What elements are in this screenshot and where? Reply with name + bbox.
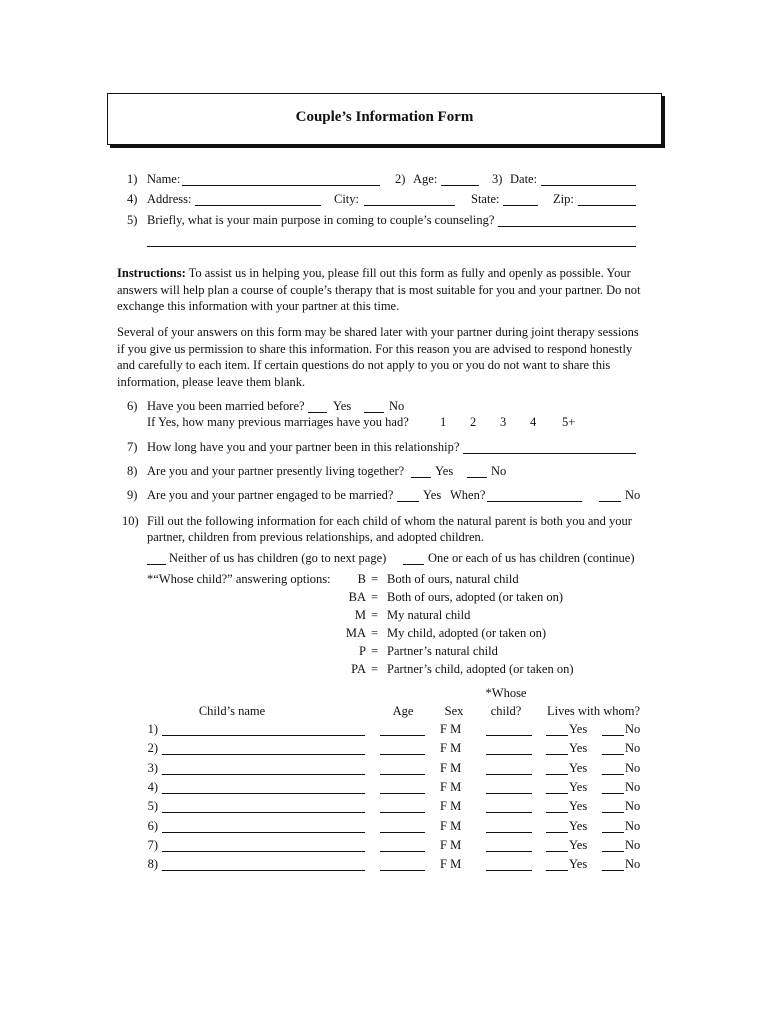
lives-yes-label: Yes — [569, 722, 588, 736]
q4-number: 4) — [127, 192, 138, 206]
whose-header-line1: *Whose — [485, 686, 527, 700]
q6-number: 6) — [127, 399, 138, 413]
q3-number: 3) — [492, 172, 503, 186]
child-sex-options[interactable]: F M — [440, 741, 462, 755]
whose-child-field[interactable] — [486, 774, 532, 775]
q8-number: 8) — [127, 464, 138, 478]
q6-text: Have you been married before? — [147, 399, 305, 413]
date-label: Date: — [510, 172, 538, 186]
child-sex-options[interactable]: F M — [440, 722, 462, 736]
age-label: Age: — [413, 172, 438, 186]
child-name-field[interactable] — [162, 754, 365, 755]
relationship-length-field[interactable] — [463, 453, 636, 454]
child-age-field[interactable] — [380, 812, 425, 813]
code-equals: = — [371, 644, 379, 658]
code-ba: BA — [348, 590, 366, 604]
q2-number: 2) — [395, 172, 406, 186]
lives-no-label: No — [625, 799, 641, 813]
code-b-desc: Both of ours, natural child — [387, 572, 519, 586]
lives-yes-field[interactable] — [546, 832, 568, 833]
row-number: 6) — [147, 819, 158, 833]
lives-no-field[interactable] — [602, 774, 624, 775]
child-name-field[interactable] — [162, 851, 365, 852]
q6-option-2[interactable]: 2 — [470, 415, 477, 429]
code-p: P — [359, 644, 366, 658]
child-sex-options[interactable]: F M — [440, 780, 462, 794]
q6-no-field[interactable] — [364, 412, 384, 413]
code-ma-desc: My child, adopted (or taken on) — [387, 626, 546, 640]
code-equals: = — [371, 590, 379, 604]
lives-yes-field[interactable] — [546, 870, 568, 871]
lives-yes-field[interactable] — [546, 812, 568, 813]
q5-number: 5) — [127, 213, 138, 227]
lives-yes-field[interactable] — [546, 754, 568, 755]
q8-text: Are you and your partner presently living together? — [147, 464, 405, 478]
q9-yes-field[interactable] — [397, 501, 419, 502]
lives-yes-label: Yes — [569, 819, 588, 833]
row-number: 7) — [147, 838, 158, 852]
lives-yes-label: Yes — [569, 799, 588, 813]
q6-option-3[interactable]: 3 — [500, 415, 507, 429]
lives-no-field[interactable] — [602, 870, 624, 871]
q6-no-label: No — [389, 399, 405, 413]
q10-text-line2: partner, children from previous relationships, and adopted children. — [147, 530, 484, 544]
whose-child-field[interactable] — [486, 832, 532, 833]
row-number: 5) — [147, 799, 158, 813]
no-children-field[interactable] — [147, 564, 166, 565]
lives-yes-label: Yes — [569, 838, 588, 852]
q10-number: 10) — [122, 514, 139, 528]
q7-text: How long have you and your partner been in this relationship? — [147, 440, 460, 454]
lives-no-field[interactable] — [602, 812, 624, 813]
whose-child-options-label: *“Whose child?” answering options: — [147, 572, 331, 586]
child-age-field[interactable] — [380, 870, 425, 871]
whose-child-field[interactable] — [486, 870, 532, 871]
q1-number: 1) — [127, 172, 138, 186]
q6-yes-field[interactable] — [308, 412, 327, 413]
whose-child-field[interactable] — [486, 793, 532, 794]
lives-no-label: No — [625, 761, 641, 775]
state-field[interactable] — [503, 205, 538, 206]
lives-no-label: No — [625, 857, 641, 871]
childs-name-header: Child’s name — [198, 704, 266, 718]
instructions-paragraph-2: Several of your answers on this form may be shared later with your partner during joint therapy sessions if you give us permission to share this information. For this reason you are advised to respond honestly and carefully to each item. If certain questions do not apply to you or you do not want to share this information, please leave them blank. — [117, 325, 639, 389]
code-ma: MA — [345, 626, 366, 640]
row-number: 8) — [147, 857, 158, 871]
form-title: Couple’s Information Form — [295, 109, 474, 125]
whose-child-field[interactable] — [486, 812, 532, 813]
lives-no-field[interactable] — [602, 832, 624, 833]
q6-option-4[interactable]: 4 — [530, 415, 537, 429]
q6-yes-label: Yes — [333, 399, 352, 413]
child-sex-options[interactable]: F M — [440, 857, 462, 871]
instructions-paragraph — [117, 265, 647, 315]
code-equals: = — [371, 608, 379, 622]
q8-no-field[interactable] — [467, 477, 487, 478]
purpose-field[interactable] — [498, 226, 636, 227]
child-age-field[interactable] — [380, 754, 425, 755]
lives-yes-field[interactable] — [546, 793, 568, 794]
q9-when-label: When? — [450, 488, 486, 502]
q9-text: Are you and your partner engaged to be married? — [147, 488, 394, 502]
q10-text-line1: Fill out the following information for each child of whom the natural parent is both you and your — [147, 514, 632, 528]
title-box — [107, 93, 662, 145]
q9-no-field[interactable] — [599, 501, 621, 502]
row-number: 4) — [147, 780, 158, 794]
city-label: City: — [334, 192, 360, 206]
row-number: 1) — [147, 722, 158, 736]
code-b: B — [357, 572, 366, 586]
has-children-label: One or each of us has children (continue) — [428, 551, 635, 565]
address-label: Address: — [147, 192, 192, 206]
code-p-desc: Partner’s natural child — [387, 644, 498, 658]
purpose-field-continued[interactable] — [147, 246, 636, 247]
lives-no-field[interactable] — [602, 851, 624, 852]
child-age-field[interactable] — [380, 832, 425, 833]
lives-no-field[interactable] — [602, 754, 624, 755]
q9-yes-label: Yes — [423, 488, 442, 502]
q7-number: 7) — [127, 440, 138, 454]
code-m-desc: My natural child — [387, 608, 471, 622]
child-sex-options[interactable]: F M — [440, 799, 462, 813]
code-equals: = — [371, 572, 379, 586]
q6-sub-text: If Yes, how many previous marriages have you had? — [147, 415, 409, 429]
instructions-heading: Instructions: — [117, 266, 186, 280]
child-age-field[interactable] — [380, 774, 425, 775]
purpose-label: Briefly, what is your main purpose in coming to couple’s counseling? — [147, 213, 495, 227]
date-field[interactable] — [541, 185, 636, 186]
no-children-label: Neither of us has children (go to next page) — [169, 551, 387, 565]
q6-option-1[interactable]: 1 — [440, 415, 447, 429]
lives-no-label: No — [625, 780, 641, 794]
child-name-field[interactable] — [162, 832, 365, 833]
lives-yes-label: Yes — [569, 761, 588, 775]
child-name-field[interactable] — [162, 735, 365, 736]
lives-no-label: No — [625, 819, 641, 833]
code-equals: = — [371, 662, 379, 676]
sex-header: Sex — [444, 704, 464, 718]
lives-yes-label: Yes — [569, 741, 588, 755]
child-name-field[interactable] — [162, 774, 365, 775]
instructions-text: To assist us in helping you, please fill out this form as fully and openly as possible. Your answers will help plan a course of couple’s therapy that is most suitable for you and your partner. Do not exchange this information with your partner at this time. — [117, 266, 641, 313]
lives-no-field[interactable] — [602, 793, 624, 794]
lives-no-field[interactable] — [602, 735, 624, 736]
city-field[interactable] — [364, 205, 455, 206]
q9-when-field[interactable] — [487, 501, 582, 502]
state-label: State: — [471, 192, 500, 206]
has-children-field[interactable] — [403, 564, 424, 565]
whose-header-line2: child? — [490, 704, 522, 718]
q9-no-label: No — [625, 488, 641, 502]
age-header: Age — [392, 704, 414, 718]
lives-with-header: Lives with whom? — [547, 704, 641, 718]
child-name-field[interactable] — [162, 812, 365, 813]
code-ba-desc: Both of ours, adopted (or taken on) — [387, 590, 564, 604]
child-age-field[interactable] — [380, 851, 425, 852]
lives-yes-field[interactable] — [546, 735, 568, 736]
lives-yes-field[interactable] — [546, 851, 568, 852]
child-sex-options[interactable]: F M — [440, 819, 462, 833]
code-equals: = — [371, 626, 379, 640]
child-sex-options[interactable]: F M — [440, 761, 462, 775]
whose-child-field[interactable] — [486, 851, 532, 852]
lives-no-label: No — [625, 838, 641, 852]
code-pa: PA — [351, 662, 366, 676]
child-sex-options[interactable]: F M — [440, 838, 462, 852]
q8-yes-label: Yes — [435, 464, 454, 478]
child-age-field[interactable] — [380, 735, 425, 736]
address-field[interactable] — [195, 205, 321, 206]
lives-yes-label: Yes — [569, 780, 588, 794]
lives-yes-label: Yes — [569, 857, 588, 871]
lives-no-label: No — [625, 741, 641, 755]
child-name-field[interactable] — [162, 870, 365, 871]
lives-yes-field[interactable] — [546, 774, 568, 775]
code-pa-desc: Partner’s child, adopted (or taken on) — [387, 662, 574, 676]
child-name-field[interactable] — [162, 793, 365, 794]
name-field[interactable] — [182, 185, 380, 186]
age-field[interactable] — [441, 185, 479, 186]
q6-option-5plus[interactable]: 5+ — [562, 415, 576, 429]
whose-child-field[interactable] — [486, 754, 532, 755]
q9-number: 9) — [127, 488, 138, 502]
whose-child-field[interactable] — [486, 735, 532, 736]
name-label: Name: — [147, 172, 181, 186]
child-age-field[interactable] — [380, 793, 425, 794]
q8-no-label: No — [491, 464, 507, 478]
lives-no-label: No — [625, 722, 641, 736]
q8-yes-field[interactable] — [411, 477, 431, 478]
zip-field[interactable] — [578, 205, 636, 206]
row-number: 2) — [147, 741, 158, 755]
row-number: 3) — [147, 761, 158, 775]
zip-label: Zip: — [553, 192, 574, 206]
code-m: M — [354, 608, 366, 622]
